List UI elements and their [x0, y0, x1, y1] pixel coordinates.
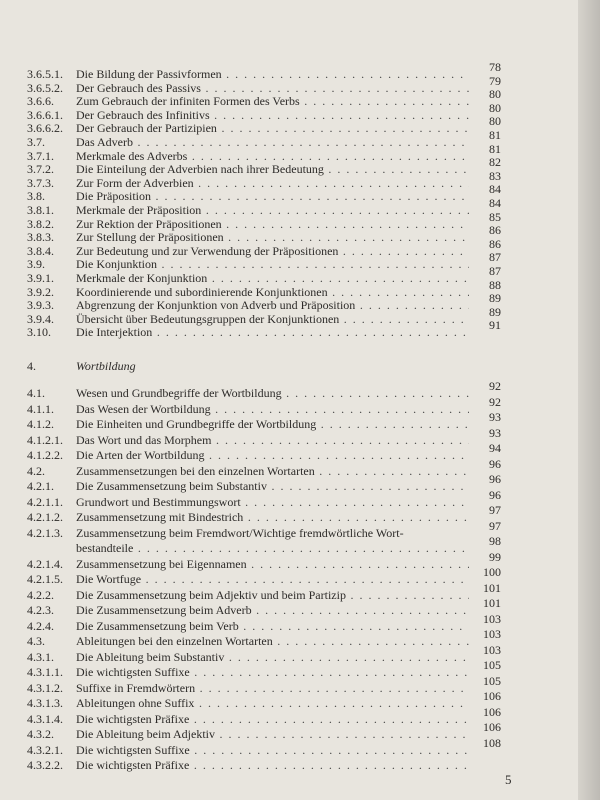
entry-number: 4.2.3. [27, 603, 54, 617]
entry-page: 81 [489, 127, 501, 142]
entry-number: 3.7.1. [27, 148, 54, 163]
entry-page: 80 [489, 114, 501, 129]
entry-title: Zusammensetzung mit Bindestrich . . . [76, 510, 469, 526]
entry-number: 3.8.1. [27, 202, 54, 217]
entry-number: 3.8.3. [27, 230, 54, 245]
entry-title: Die Zusammensetzung beim Adjektiv und beim Partizip . . . [76, 588, 469, 604]
entry-number: 3.7. [27, 134, 45, 149]
toc-entry [27, 627, 507, 650]
toc-entry [27, 379, 507, 402]
entry-title: Die Zusammensetzung beim Adverb . . . [76, 603, 469, 619]
entry-title: Zusammensetzung bei Eigennamen . . . [76, 557, 469, 573]
heading-title: Wortbildung [76, 359, 136, 373]
entry-title: Die wichtigsten Präfixe . . . [76, 758, 469, 774]
entry-number: 4.2.1.5. [27, 572, 63, 586]
entry-number: 4.3.1.3. [27, 696, 63, 710]
toc-entry [27, 596, 507, 619]
entry-page: 82 [489, 155, 501, 170]
toc-entry [27, 456, 507, 480]
entry-number: 3.8.2. [27, 216, 54, 231]
entry-number: 4.3.1.1. [27, 665, 63, 679]
entry-page: 80 [489, 87, 501, 102]
entry-page: 89 [489, 304, 501, 319]
entry-title: Wesen und Grundbegriffe der Wortbildung . . . [76, 386, 469, 402]
entry-page: 80 [489, 100, 501, 115]
entry-number: 3.6.6.2. [27, 121, 63, 136]
toc-entry [27, 580, 507, 604]
entry-number: 4.2.1. [27, 479, 54, 493]
entry-page: 92 [489, 394, 501, 409]
entry-page: 96 [489, 487, 501, 502]
entry-page: 92 [489, 379, 501, 393]
entry-number: 4.3.2.2. [27, 758, 63, 772]
toc-entry [27, 503, 507, 526]
entry-title: Die Ableitung beim Substantiv . . . [76, 650, 469, 666]
section-heading [27, 358, 507, 374]
entry-number: 4.2.1.1. [27, 494, 63, 509]
entry-title: Merkmale des Adverbs . . . [76, 150, 469, 164]
toc-entry [27, 565, 507, 588]
entry-page: 79 [489, 73, 501, 88]
entry-title: Zum Gebrauch der infiniten Formen des Verbs . . . [76, 95, 469, 109]
entry-number: 3.7.3. [27, 175, 54, 190]
toc-entry [27, 758, 507, 774]
entry-number: 3.9.4. [27, 311, 54, 326]
entry-number: 4.3.2.1. [27, 742, 63, 757]
entry-title: Der Gebrauch des Passivs . . . [76, 82, 469, 96]
entry-number: 4.2.1.3. [27, 525, 63, 540]
entry-title: Die Konjunktion . . . [76, 258, 469, 272]
toc-section-3 [27, 60, 507, 340]
entry-page: 103 [483, 611, 501, 626]
toc-entry [27, 441, 507, 464]
entry-page: 106 [483, 720, 501, 734]
entry-number: 4.3.1. [27, 649, 54, 664]
entry-number: 4.2.1.4. [27, 556, 63, 571]
entry-title: Die Wortfuge . . . [76, 572, 469, 588]
entry-number: 3.8.4. [27, 243, 54, 258]
entry-number: 3.10. [27, 325, 51, 340]
entry-page: 88 [489, 277, 501, 292]
entry-number: 4.2. [27, 463, 45, 478]
entry-page: 87 [489, 263, 501, 278]
toc-entry [27, 410, 507, 433]
toc-entry [27, 472, 507, 495]
entry-page: 97 [489, 518, 501, 533]
entry-number: 3.9.1. [27, 270, 54, 285]
toc-entry [27, 60, 507, 82]
toc-entry [27, 658, 507, 681]
entry-number: 4.2.1.2. [27, 510, 63, 524]
entry-page: 94 [489, 441, 501, 455]
entry-page: 86 [489, 236, 501, 251]
entry-page: 84 [489, 182, 501, 197]
entry-title: Die wichtigsten Suffixe . . . [76, 743, 469, 759]
entry-title: Die Ableitung beim Adjektiv . . . [76, 727, 469, 743]
toc-entry [27, 735, 507, 759]
page-number: 5 [505, 772, 512, 787]
entry-number: 3.9.2. [27, 284, 54, 299]
entry-page: 101 [483, 580, 501, 595]
entry-page: 103 [483, 642, 501, 657]
toc-entry [27, 642, 507, 666]
entry-title: Ableitungen ohne Suffix . . . [76, 696, 469, 712]
entry-number: 4.3. [27, 634, 45, 648]
entry-page: 93 [489, 425, 501, 440]
entry-number: 4.1.2.1. [27, 432, 63, 447]
entry-title: Zur Rektion der Präpositionen . . . [76, 218, 469, 232]
entry-number: 4.2.2. [27, 587, 54, 602]
entry-page: 87 [489, 250, 501, 265]
entry-title: Die wichtigsten Suffixe . . . [76, 665, 469, 681]
entry-title: Zur Form der Adverbien . . . [76, 177, 469, 191]
toc-entry [27, 704, 507, 728]
entry-title: Die Interjektion . . . [76, 326, 469, 340]
entry-title: Grundwort und Bestimmungswort . . . [76, 495, 469, 511]
entry-title: Zusammensetzung beim Fremdwort/Wichtige fremdwörtliche Wort- [76, 525, 404, 540]
entry-page: 78 [489, 60, 501, 74]
entry-number: 4.1.2. [27, 417, 54, 431]
entry-page: 98 [489, 534, 501, 548]
entry-title: Abgrenzung der Konjunktion von Adverb und Präposition . . . [76, 299, 469, 313]
entry-page: 96 [489, 472, 501, 486]
entry-title: Der Gebrauch der Partizipien . . . [76, 122, 469, 136]
entry-page: 93 [489, 410, 501, 424]
entry-page: 105 [483, 673, 501, 688]
entry-title: Die Zusammensetzung beim Verb . . . [76, 619, 469, 635]
entry-number: 3.6.5.1. [27, 67, 63, 81]
toc-entry [27, 425, 507, 449]
entry-title: Merkmale der Konjunktion . . . [76, 272, 469, 286]
entry-title: Zusammensetzungen bei den einzelnen Wortarten . . . [76, 464, 469, 480]
entry-page: 103 [483, 627, 501, 641]
entry-title: Die Präposition . . . [76, 190, 469, 204]
entry-title: Die Bildung der Passivformen . . . [76, 68, 469, 82]
entry-number: 3.7.2. [27, 162, 54, 177]
entry-title: Die Arten der Wortbildung . . . [76, 448, 469, 464]
entry-title: Der Gebrauch des Infinitivs . . . [76, 109, 469, 123]
entry-page: 105 [483, 658, 501, 672]
entry-number: 3.6.6.1. [27, 107, 63, 122]
entry-page: 96 [489, 456, 501, 471]
entry-page: 97 [489, 503, 501, 517]
entry-title: Die Zusammensetzung beim Substantiv . . . [76, 479, 469, 495]
page-edge [578, 0, 600, 800]
entry-title: Das Wesen der Wortbildung . . . [76, 402, 469, 418]
entry-page: 86 [489, 223, 501, 238]
entry-number: 4.3.2. [27, 727, 54, 741]
toc-entry [27, 549, 507, 573]
entry-page: 106 [483, 689, 501, 703]
entry-page: 84 [489, 195, 501, 210]
entry-title: Suffixe in Fremdwörtern . . . [76, 681, 469, 697]
entry-title: Merkmale der Präposition . . . [76, 204, 469, 218]
entry-title: Die Einheiten und Grundbegriffe der Wortbildung . . . [76, 417, 469, 433]
entry-page: 91 [489, 318, 501, 333]
toc-entry [27, 518, 507, 542]
entry-number: 4.1.1. [27, 401, 54, 416]
entry-title: Zur Bedeutung und zur Verwendung der Präpositionen . . . [76, 245, 469, 259]
entry-number: 3.9.3. [27, 298, 54, 313]
entry-page: 99 [489, 549, 501, 564]
entry-number: 3.6.6. [27, 94, 54, 109]
entry-number: 3.6.5.2. [27, 80, 63, 95]
entry-number: 4.3.1.2. [27, 680, 63, 695]
toc-entry [27, 611, 507, 635]
toc-entry [27, 673, 507, 697]
entry-page: 89 [489, 291, 501, 306]
entry-title: Das Wort und das Morphem . . . [76, 433, 469, 449]
entry-number: 4.2.4. [27, 618, 54, 633]
toc-entry [27, 487, 507, 511]
toc-entry [27, 720, 507, 743]
toc-section-4 [27, 379, 507, 774]
entry-number: 4.1. [27, 386, 45, 400]
entry-page: 106 [483, 704, 501, 719]
toc-entry [27, 394, 507, 418]
entry-title: Zur Stellung der Präpositionen . . . [76, 231, 469, 245]
entry-title: Die Einteilung der Adverbien nach ihrer Bedeutung . . . [76, 163, 469, 177]
entry-page: 108 [483, 735, 501, 750]
toc-entry [27, 534, 507, 557]
entry-page: 101 [483, 596, 501, 610]
entry-title: bestandteile . . . [76, 541, 469, 557]
entry-number: 4.1.2.2. [27, 448, 63, 462]
heading-number: 4. [27, 359, 36, 373]
entry-title: Übersicht über Bedeutungsgruppen der Konjunktionen . . . [76, 313, 469, 327]
entry-title: Ableitungen bei den einzelnen Wortarten . . . [76, 634, 469, 650]
entry-title: Die wichtigsten Präfixe . . . [76, 712, 469, 728]
entry-number: 4.3.1.4. [27, 711, 63, 726]
entry-page: 85 [489, 209, 501, 224]
toc-entry [27, 689, 507, 712]
entry-number: 3.8. [27, 189, 45, 204]
entry-number: 3.9. [27, 257, 45, 272]
entry-title: Koordinierende und subordinierende Konjunktionen . . . [76, 286, 469, 300]
entry-page: 81 [489, 141, 501, 156]
entry-page: 83 [489, 168, 501, 183]
entry-title: Das Adverb . . . [76, 136, 469, 150]
entry-page: 100 [483, 565, 501, 579]
